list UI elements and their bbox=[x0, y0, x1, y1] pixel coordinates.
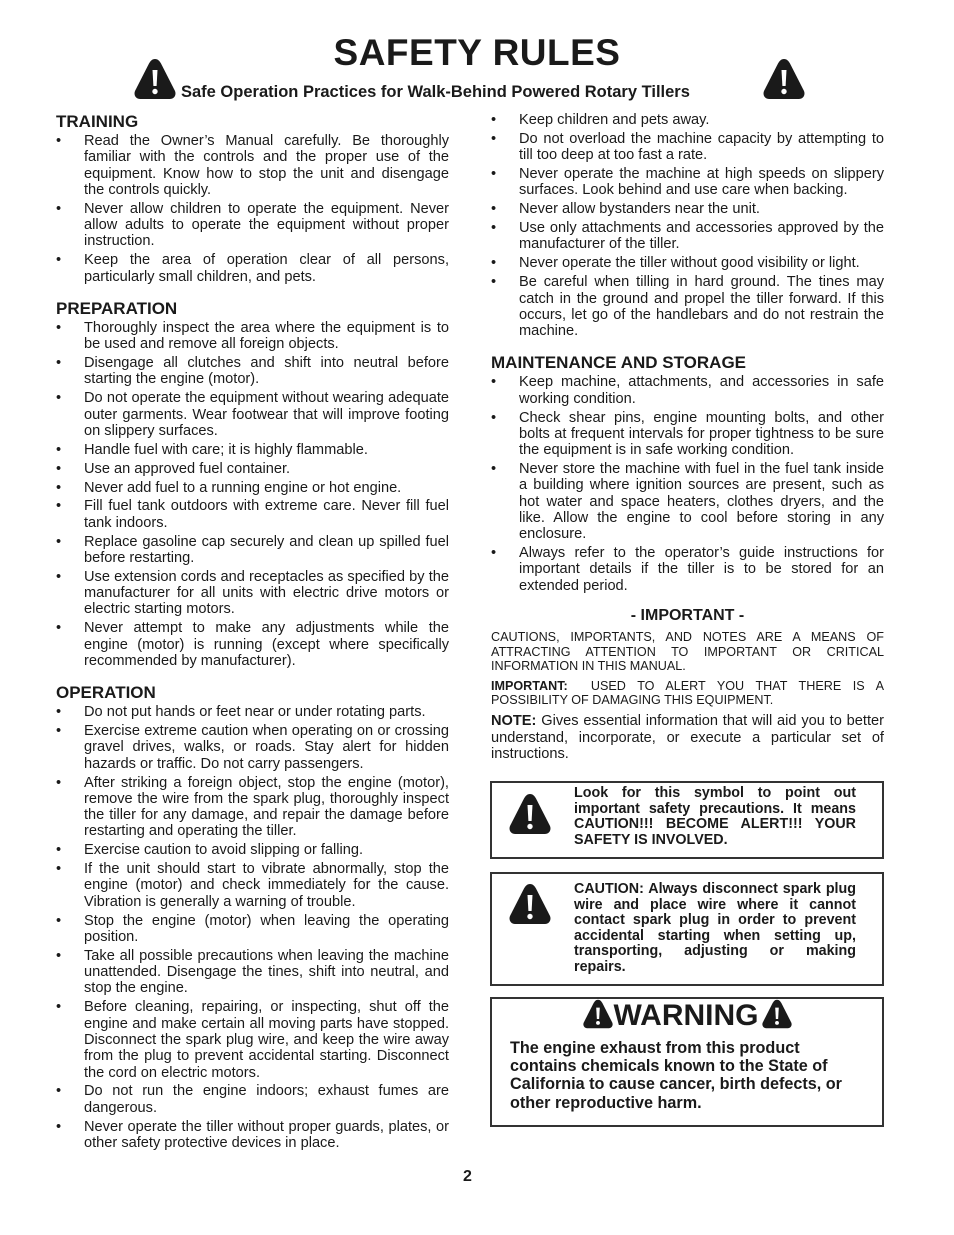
note-definition-text: Gives essential information that will aid you to better understand, incorporate, or execute a particular set of instructions. bbox=[491, 713, 884, 762]
important-definition bbox=[491, 679, 884, 707]
right-column bbox=[491, 112, 884, 762]
list-item: • Do not overload the machine capacity by attempting to till too deep at too fast a rate. bbox=[491, 131, 884, 164]
caution-text: CAUTION: Always disconnect spark plug wire and place wire where it cannot contact spark plug in order to prevent accidental starting when setting up, transporting, adjusting or making repairs. bbox=[574, 881, 856, 975]
subtitle: Safe Operation Practices for Walk-Behind Powered Rotary Tillers bbox=[181, 83, 690, 101]
list-item: • Never allow bystanders near the unit. bbox=[491, 201, 884, 217]
warning-text: The engine exhaust from this product contains chemicals known to the State of California to cause cancer, birth defects, or other reproductive harm. bbox=[510, 1039, 842, 1112]
training-heading: TRAINING bbox=[56, 112, 139, 131]
important-section bbox=[491, 608, 884, 762]
warning-triangle-icon bbox=[582, 999, 614, 1029]
list-item: • Never add fuel to a running engine or hot engine. bbox=[56, 480, 449, 496]
preparation-list bbox=[56, 320, 449, 669]
list-item: • Replace gasoline cap securely and clean up spilled fuel before restarting. bbox=[56, 534, 449, 567]
operation-list bbox=[56, 704, 449, 1151]
list-item: • Never operate the machine at high speeds on slippery surfaces. Look behind and use care when backing. bbox=[491, 166, 884, 199]
list-item: • Exercise caution to avoid slipping or falling. bbox=[56, 842, 449, 858]
list-item: • Use an approved fuel container. bbox=[56, 461, 449, 477]
warning-triangle-icon bbox=[508, 793, 552, 835]
list-item: • After striking a foreign object, stop the engine (motor), remove the wire from the spark plug, thoroughly inspect the tiller for any damage, and repair the damage before restarting and operating the tiller. bbox=[56, 775, 449, 840]
maintenance-list bbox=[491, 374, 884, 594]
list-item: • Always refer to the operator’s guide instructions for important details if the tiller is to be stored for an extended period. bbox=[491, 545, 884, 594]
operation-section bbox=[56, 683, 449, 1151]
list-item: • Use extension cords and receptacles as specified by the manufacturer for all units with electric drive motors or electric starting motors. bbox=[56, 569, 449, 618]
important-heading: - IMPORTANT - bbox=[630, 607, 745, 625]
list-item: • Check shear pins, engine mounting bolts, and other bolts at frequent intervals for proper tightness to be sure the equipment is in safe working condition. bbox=[491, 410, 884, 459]
warning-triangle-icon bbox=[761, 999, 793, 1029]
list-item: • Never store the machine with fuel in the fuel tank inside a building where ignition sources are present, such as hot water and space heaters, clothes dryers, and the like. Allow the engine to cool before storing in any enclosure. bbox=[491, 461, 884, 542]
operation-continued-section bbox=[491, 112, 884, 339]
list-item: • Keep the area of operation clear of all persons, particularly small children, and pets. bbox=[56, 252, 449, 285]
subtitle-row bbox=[0, 56, 954, 106]
warning-triangle-icon bbox=[762, 58, 806, 100]
page-title: SAFETY RULES bbox=[333, 32, 621, 73]
important-definition-text: USED TO ALERT YOU THAT THERE IS A POSSIBILITY OF DAMAGING THIS EQUIPMENT. bbox=[491, 678, 884, 708]
safety-symbol-text: Look for this symbol to point out important safety precautions. It means CAUTION!!! BECOME ALERT!!! YOUR SAFETY IS INVOLVED. bbox=[574, 785, 856, 848]
list-item: • Keep children and pets away. bbox=[491, 112, 884, 128]
list-item: • Never attempt to make any adjustments while the engine (motor) is running (except where specifically recommended by manufacturer). bbox=[56, 620, 449, 669]
list-item: • If the unit should start to vibrate abnormally, stop the engine (motor) and check immediately for the cause. Vibration is generally a warning of trouble. bbox=[56, 861, 449, 910]
list-item: • Keep machine, attachments, and accessories in safe working condition. bbox=[491, 374, 884, 407]
list-item: • Never operate the tiller without proper guards, plates, or other safety protective devices in place. bbox=[56, 1119, 449, 1152]
preparation-heading: PREPARATION bbox=[56, 298, 178, 318]
operation-heading: OPERATION bbox=[56, 683, 156, 703]
note-label: NOTE: bbox=[491, 713, 537, 730]
list-item: • Use only attachments and accessories approved by the manufacturer of the tiller. bbox=[491, 220, 884, 253]
list-item: • Stop the engine (motor) when leaving the operating position. bbox=[56, 913, 449, 946]
list-item: • Do not put hands or feet near or under rotating parts. bbox=[56, 704, 449, 720]
training-section bbox=[56, 112, 449, 285]
safety-symbol-box bbox=[490, 781, 884, 859]
maintenance-section bbox=[491, 353, 884, 594]
important-label: IMPORTANT: bbox=[491, 678, 568, 693]
operation-continued-list bbox=[491, 112, 884, 339]
important-caps-text: CAUTIONS, IMPORTANTS, AND NOTES ARE A MEANS OF ATTRACTING ATTENTION TO IMPORTANT OR CRITICAL INFORMATION IN THIS MANUAL. bbox=[491, 630, 884, 673]
list-item: • Read the Owner’s Manual carefully. Be thoroughly familiar with the controls and the proper use of the equipment. Know how to stop the unit and disengage the controls quickly. bbox=[56, 133, 449, 198]
warning-triangle-icon bbox=[508, 883, 552, 925]
list-item: • Take all possible precautions when leaving the machine unattended. Disengage the tines, shift into neutral, and stop the engine. bbox=[56, 948, 449, 997]
caution-box bbox=[490, 872, 884, 986]
list-item: • Never operate the tiller without good visibility or light. bbox=[491, 255, 884, 271]
list-item: • Exercise extreme caution when operating on or crossing gravel drives, walks, or roads. Stay alert for hidden hazards or traffic. Do not carry passengers. bbox=[56, 723, 449, 772]
warning-triangle-icon bbox=[133, 58, 177, 100]
training-list bbox=[56, 133, 449, 285]
left-column bbox=[56, 112, 449, 1165]
maintenance-heading: MAINTENANCE AND STORAGE bbox=[491, 353, 747, 373]
list-item: • Do not run the engine indoors; exhaust fumes are dangerous. bbox=[56, 1083, 449, 1116]
note-definition bbox=[491, 713, 884, 762]
list-item: • Never allow children to operate the equipment. Never allow adults to operate the equipment without proper instruction. bbox=[56, 201, 449, 250]
list-item: • Be careful when tilling in hard ground. The tines may catch in the ground and propel the tiller forward. If this occurs, let go of the handlebars and do not restrain the machine. bbox=[491, 274, 884, 339]
warning-header bbox=[492, 999, 882, 1033]
list-item: • Do not operate the equipment without wearing adequate outer garments. Wear footwear that will improve footing on slippery surfaces. bbox=[56, 390, 449, 439]
list-item: • Thoroughly inspect the area where the equipment is to be used and remove all foreign objects. bbox=[56, 320, 449, 353]
list-item: • Disengage all clutches and shift into neutral before starting the engine (motor). bbox=[56, 355, 449, 388]
warning-box bbox=[490, 997, 884, 1127]
list-item: • Fill fuel tank outdoors with extreme care. Never fill fuel tank indoors. bbox=[56, 498, 449, 531]
list-item: • Before cleaning, repairing, or inspecting, shut off the engine and make certain all moving parts have stopped. Disconnect the spark plug wire, and keep the wire away from the plug to prevent accidental starting. Disconnect the cord on electric motors. bbox=[56, 999, 449, 1080]
preparation-section bbox=[56, 299, 449, 669]
warning-heading: WARNING bbox=[613, 999, 759, 1032]
list-item: • Handle fuel with care; it is highly flammable. bbox=[56, 442, 449, 458]
page-number: 2 bbox=[463, 1168, 472, 1185]
